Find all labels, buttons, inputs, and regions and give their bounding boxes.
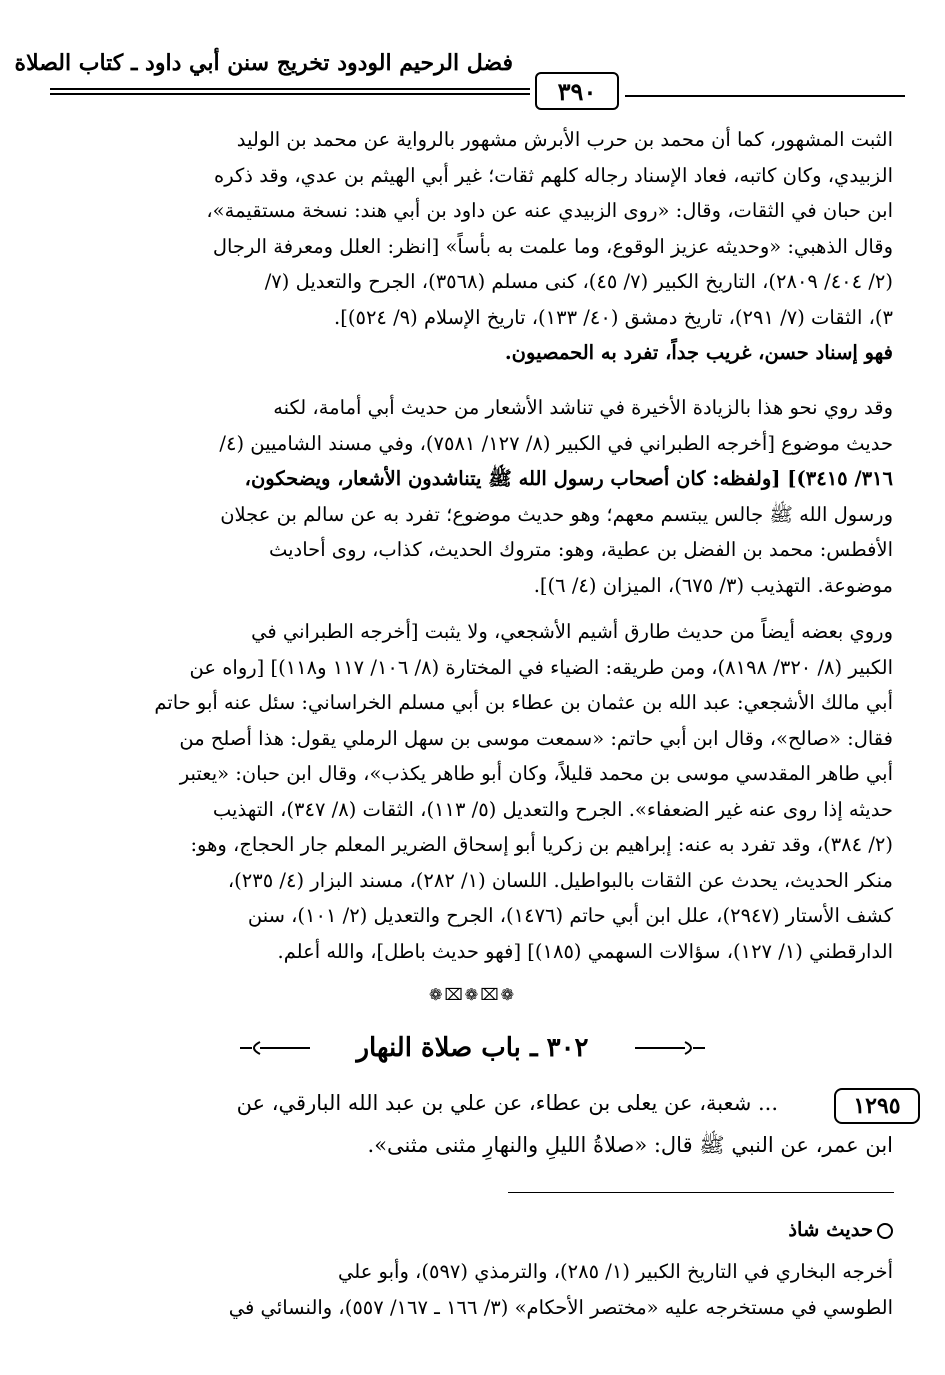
text-line: وروي بعضه أيضاً من حديث طارق أشيم الأشجعي، ولا يثبت [أخرجه الطبراني في: [251, 620, 893, 643]
page-number: ٣٩٠: [535, 72, 619, 110]
header-rule-left: [50, 88, 530, 100]
text-line: الطوسي في مستخرجه عليه «مختصر الأحكام» (٣/ ١٦٦ ـ ١٦٧/ ٥٥٧)، والنسائي في: [228, 1295, 893, 1319]
header-rule-right: [625, 95, 905, 97]
paragraph-1: [58, 122, 893, 371]
paragraph-3: [58, 614, 893, 969]
text-line: وقال الذهبي: «وحديثه عزيز الوقوع، وما علمت به بأساً» [انظر: العلل ومعرفة الرجال: [212, 234, 893, 258]
ruling-label: حديث شاذ: [788, 1218, 873, 1241]
chapter-heading: [240, 1020, 705, 1076]
text-line: ٣)، الثقات (٧/ ٢٩١)، تاريخ دمشق (٤٠/ ١٣٣)، تاريخ الإسلام (٩/ ٥٢٤)].: [334, 305, 893, 329]
text-line: حديثه إذا روى عنه غير الضعفاء». الجرح والتعديل (٥/ ١١٣)، الثقات (٨/ ٣٤٧)، التهذيب: [212, 797, 893, 821]
hadith-number: ١٢٩٥: [834, 1088, 920, 1124]
footnote-rule: [508, 1192, 894, 1193]
frame-ornament-right-icon: [635, 1038, 705, 1058]
text-line: موضوعة. التهذيب (٣/ ٦٧٥)، الميزان (٤/ ٦)].: [533, 573, 893, 597]
conclusion-line: فهو إسناد حسن، غريب جداً، تفرد به الحمصيون.: [504, 341, 893, 364]
text-line: وقد روي نحو هذا بالزيادة الأخيرة في تناشد الأشعار من حديث أبي أمامة، لكنه: [273, 396, 893, 419]
text-line: الأفطس: محمد بن الفضل بن عطية، وهو: متروك الحديث، كذاب، روى أحاديث: [268, 538, 893, 561]
text-line: حديث موضوع [أخرجه الطبراني في الكبير (٨/ ١٢٧/ ٧٥٨١)، وفي مسند الشاميين (٤/: [219, 431, 893, 455]
text-line: منكر الحديث، يحدث عن الثقات بالبواطيل. اللسان (١/ ٢٨٢)، مسند البزار (٤/ ٢٣٥)،: [227, 868, 893, 892]
hadith-text-1: [58, 1086, 778, 1122]
text-line: ٣١٦/ ٣٤١٥)] [ولفظه: كان أصحاب رسول الله ﷺ يتناشدون الأشعار، ويضحكون،: [244, 467, 893, 490]
text-line: كشف الأستار (٢٩٤٧)، علل ابن أبي حاتم (١٤٧٦)، الجرح والتعديل (٢/ ١٠١)، سنن: [247, 904, 893, 927]
text-line: الكبير (٨/ ٣٢٠/ ٨١٩٨)، ومن طريقه: الضياء في المختارة (٨/ ١٠٦/ ١١٧ و١١٨)] [رواه عن: [189, 655, 893, 679]
text-line: أبي مالك الأشجعي: عبد الله بن عثمان بن عطاء بن أبي مسلم الخراساني: سئل عنه أبو حاتم: [154, 691, 893, 714]
section-ornament: ❁⌧❁⌧❁: [428, 985, 517, 1004]
text-line: ابن حبان في الثقات، وقال: «روى الزبيدي عنه عن داود بن أبي هند: نسخة مستقيمة»،: [206, 199, 893, 222]
text-line: (٢/ ٤٠٤/ ٢٨٠٩)، التاريخ الكبير (٧/ ٤٥)، كنى مسلم (٣٥٦٨)، الجرح والتعديل (٧/: [264, 270, 893, 293]
hadith-line: ابن عمر، عن النبي ﷺ قال: «صلاةُ الليلِ والنهارِ مثنى مثنى».: [367, 1133, 893, 1157]
text-line: ورسول الله ﷺ جالس يبتسم معهم؛ وهو حديث موضوع؛ تفرد به عن سالم بن عجلان: [220, 502, 893, 526]
text-line: الدارقطني (١/ ١٢٧)، سؤالات السهمي (١٨٥)] [فهو حديث باطل]، والله أعلم.: [277, 939, 893, 963]
running-title: فضل الرحيم الودود تخريج سنن أبي داود ـ كتاب الصلاة: [14, 50, 513, 76]
text-line: الزبيدي، وكان كاتبه، فعاد الإسناد رجاله كلهم ثقات؛ غير أبي الهيثم بن عدي، وقد ذكره: [214, 163, 893, 187]
text-line: أبي طاهر المقدسي موسى بن محمد قليلاً، وكان أبو طاهر يكذب»، وقال ابن حبان: «يعتبر: [179, 762, 893, 785]
chapter-title: ٣٠٢ ـ باب صلاة النهار: [356, 1033, 589, 1063]
footnote-text: [58, 1254, 893, 1325]
text-line: فقال: «صالح»، وقال ابن أبي حاتم: «سمعت موسى بن سهل الرملي يقول: هذا أصلح من: [179, 726, 893, 750]
text-line: (٢/ ٣٨٤)، وقد تفرد به عنه: إبراهيم بن زكريا أبو إسحاق الضرير المعلم جار الحجاج، وهو:: [190, 833, 893, 856]
hadith-line: ... شعبة، عن يعلى بن عطاء، عن علي بن عبد الله البارقي، عن: [236, 1091, 778, 1115]
frame-ornament-left-icon: [240, 1038, 310, 1058]
page-header: [14, 40, 905, 106]
footnote-heading: [58, 1212, 893, 1248]
text-line: الثبت المشهور، كما أن محمد بن حرب الأبرش مشهور بالرواية عن محمد بن الوليد: [236, 128, 893, 151]
text-line: أخرجه البخاري في التاريخ الكبير (١/ ٢٨٥)، والترمذي (٥٩٧)، وأبو علي: [337, 1260, 893, 1283]
paragraph-2: [58, 390, 893, 603]
hadith-text-2: [58, 1128, 893, 1164]
bullet-icon: [877, 1223, 893, 1239]
